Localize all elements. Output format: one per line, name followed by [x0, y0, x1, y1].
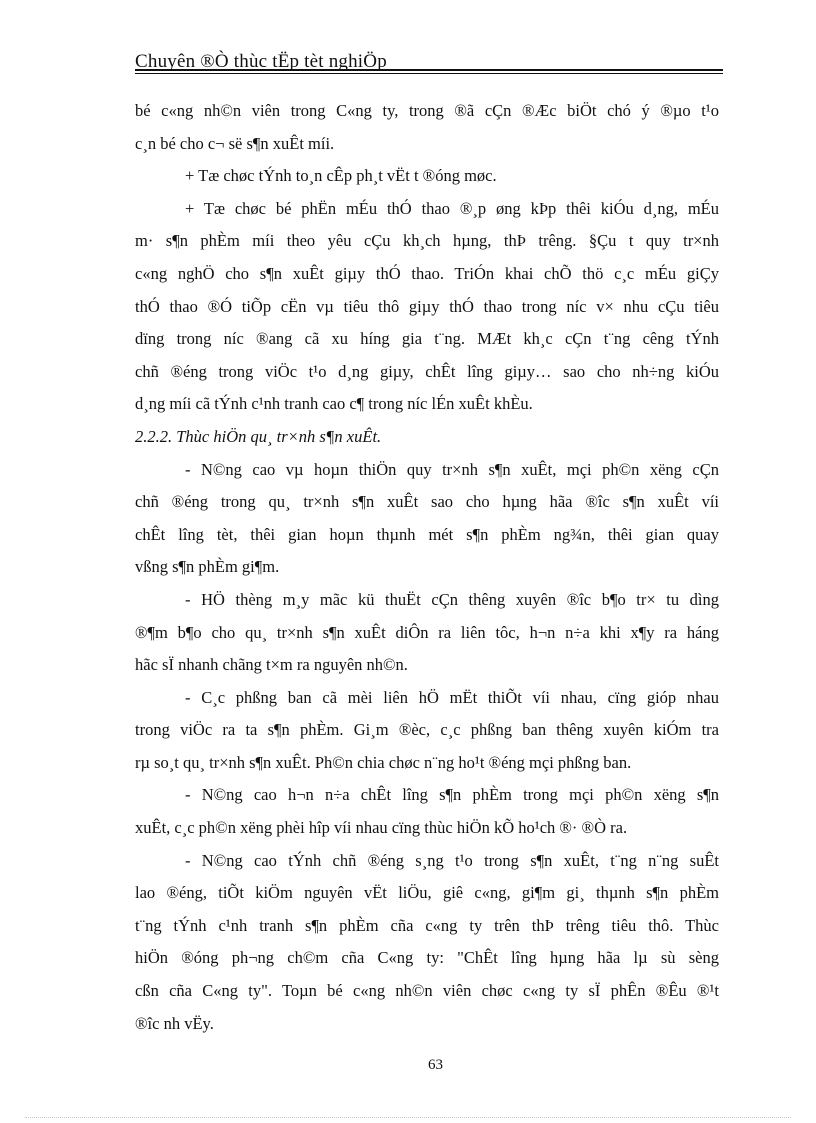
- text-line: cßn cña C«ng ty". Toµn bé c«ng nh©n viên chøc c«ng ty sÏ phÊn ®Êu ®¹t: [135, 981, 719, 1001]
- text-line: + Tæ chøc bé phËn mÉu thÓ thao ®¸p øng kÞp thêi kiÓu d¸ng, mÉu: [185, 198, 719, 218]
- text-line: hiÖn ®óng ph¬ng ch©m cña C«ng ty: "ChÊt lîng hµng hãa lµ sù sèng: [135, 948, 719, 968]
- text-line: ®¶m b¶o cho qu¸ tr×nh s¶n xuÊt diÔn ra liên tôc, h¬n n÷a khi x¶y ra háng: [135, 622, 719, 642]
- body-text: [135, 95, 719, 1040]
- text-line: trong viÖc ra ta s¶n phÈm. Gi¸m ®èc, c¸c phßng ban thêng xuyên kiÓm tra: [135, 720, 719, 740]
- text-line: chñ ®éng trong qu¸ tr×nh s¶n xuÊt sao cho hµng hãa ®îc s¶n xuÊt víi: [135, 492, 719, 512]
- text-line: - N©ng cao h¬n n÷a chÊt lîng s¶n phÈm trong mçi ph©n xëng s¶n: [185, 785, 719, 805]
- text-line: m· s¶n phÈm míi theo yêu cÇu kh¸ch hµng, thÞ trêng. §Çu t quy tr×nh: [135, 231, 719, 251]
- page-bottom-border: [25, 1117, 791, 1118]
- text-line: - N©ng cao tÝnh chñ ®éng s¸ng t¹o trong s¶n xuÊt, t¨ng n¨ng suÊt: [185, 850, 719, 870]
- text-line: rµ so¸t qu¸ tr×nh s¶n xuÊt. Ph©n chia chøc n¨ng ho¹t ®éng mçi phßng ban.: [135, 752, 632, 772]
- header-rule-thin: [135, 73, 723, 74]
- text-line: chÊt lîng tèt, thêi gian hoµn thµnh mét s¶n phÈm ng¾n, thêi gian quay: [135, 524, 719, 544]
- text-line: t¨ng tÝnh c¹nh tranh s¶n phÈm cña c«ng ty trên thÞ trêng tiêu thô. Thùc: [135, 915, 719, 935]
- text-line: - C¸c phßng ban cã mèi liên hÖ mËt thiÕt víi nhau, cïng gióp nhau: [185, 687, 719, 707]
- text-line: c¸n bé cho c¬ së s¶n xuÊt míi.: [135, 133, 335, 153]
- text-line: dïng trong níc ®ang cã xu híng gia t¨ng. MÆt kh¸c cÇn t¨ng cêng tÝnh: [135, 329, 719, 349]
- page-header-title: Chuyên ®Ò thùc tËp tèt nghiÖp: [135, 51, 387, 72]
- page-number: 63: [428, 1057, 443, 1073]
- text-line: thÓ thao ®Ó tiÕp cËn vµ tiêu thô giµy thÓ thao trong níc v× nhu cÇu tiêu: [135, 296, 719, 316]
- text-line: c«ng nghÖ cho s¶n xuÊt giµy thÓ thao. TriÓn khai chÕ thö c¸c mÉu giÇy: [135, 263, 719, 283]
- text-line: chñ ®éng trong viÖc t¹o d¸ng giµy, chÊt lîng giµy… sao cho nh÷ng kiÓu: [135, 361, 719, 381]
- text-line: lao ®éng, tiÕt kiÖm nguyên vËt liÖu, giê c«ng, gi¶m gi¸ thµnh s¶n phÈm: [135, 883, 719, 903]
- text-line: xuÊt, c¸c ph©n xëng phèi hîp víi nhau cïng thùc hiÖn kÕ ho¹ch ®· ®Ò ra.: [135, 818, 628, 838]
- text-line: - HÖ thèng m¸y mãc kü thuËt cÇn thêng xuyên ®îc b¶o tr× tu dìng: [185, 589, 719, 609]
- text-line: bé c«ng nh©n viên trong C«ng ty, trong ®ã cÇn ®Æc biÖt chó ý ®µo t¹o: [135, 101, 719, 120]
- text-line: ®îc nh vËy.: [135, 1013, 214, 1033]
- header-rule-thick: [135, 69, 723, 71]
- text-line: + Tæ chøc tÝnh to¸n cÊp ph¸t vËt t ®óng møc.: [185, 166, 497, 186]
- section-subheading: 2.2.2. Thùc hiÖn qu¸ tr×nh s¶n xuÊt.: [135, 426, 382, 446]
- text-line: hãc sÏ nhanh chãng t×m ra nguyên nh©n.: [135, 655, 408, 675]
- text-line: d¸ng míi cã tÝnh c¹nh tranh cao c¶ trong níc lÉn xuÊt khÈu.: [135, 394, 533, 414]
- text-line: vßng s¶n phÈm gi¶m.: [135, 557, 280, 577]
- text-line: - N©ng cao vµ hoµn thiÖn quy tr×nh s¶n xuÊt, mçi ph©n xëng cÇn: [185, 459, 719, 479]
